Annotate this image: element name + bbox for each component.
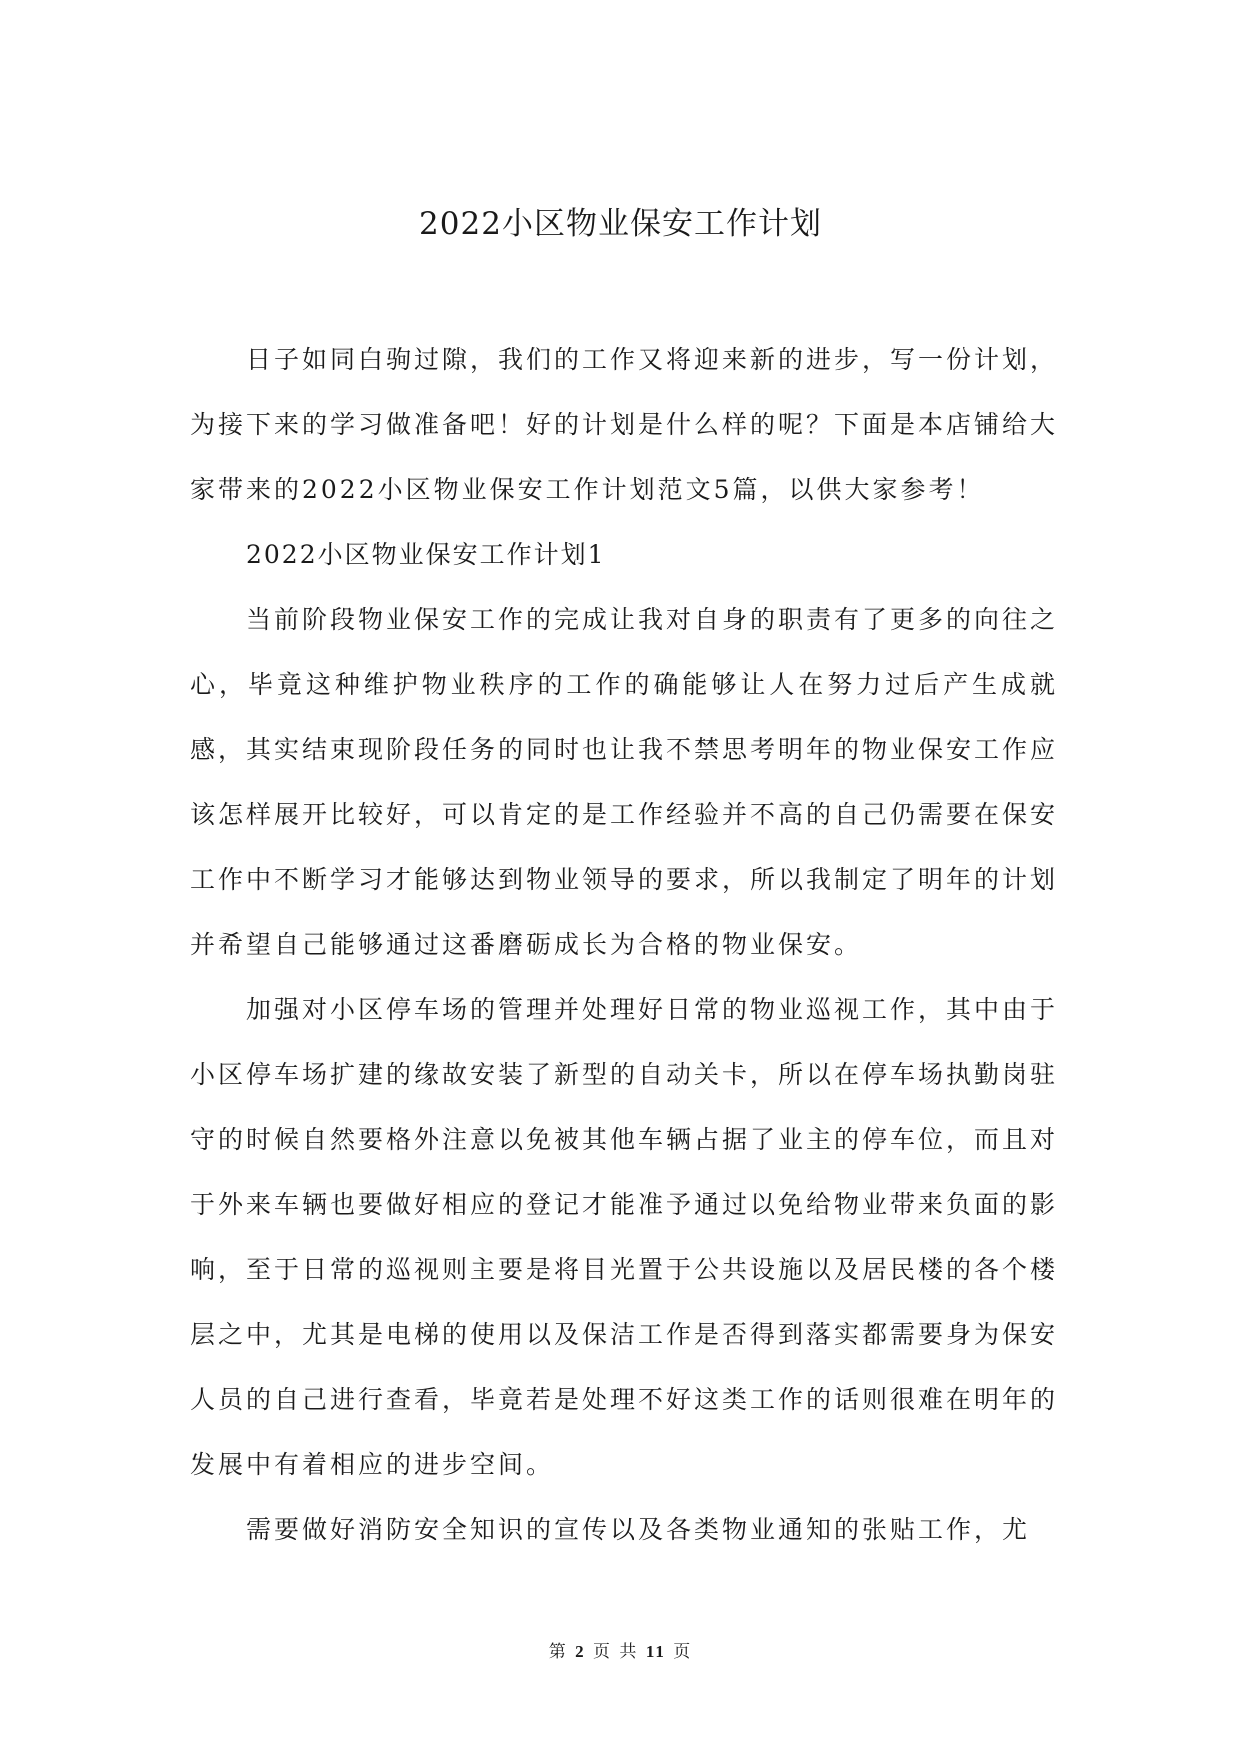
footer-prefix: 第 (548, 1642, 568, 1662)
footer-suffix: 页 (673, 1642, 693, 1662)
document-title: 2022小区物业保安工作计划 (419, 206, 822, 242)
total-page-count: 11 (645, 1642, 666, 1661)
current-page-number: 2 (575, 1642, 586, 1661)
body-paragraph-1: 当前阶段物业保安工作的完成让我对自身的职责有了更多的向往之心，毕竟这种维护物业秩序的工作的确能够让人在努力过后产生成就感，其实结束现阶段任务的同时也让我不禁思考明年的物业保安工作应该怎样展开比较好，可以肯定的是工作经验并不高的自己仍需要在保安工作中不断学习才能够达到物业领导的要求，所以我制定了明年的计划并希望自己能够通过这番磨砺成长为合格的物业保安。 (190, 605, 1059, 959)
section-heading: 2022小区物业保安工作计划1 (246, 540, 606, 569)
footer-middle: 页 共 (593, 1642, 639, 1662)
intro-paragraph: 日子如同白驹过隙，我们的工作又将迎来新的进步，写一份计划，为接下来的学习做准备吧！好的计划是什么样的呢？下面是本店铺给大家带来的2022小区物业保安工作计划范文5篇，以供大家参考！ (190, 345, 1059, 504)
body-paragraph-3: 需要做好消防安全知识的宣传以及各类物业通知的张贴工作，尤 (246, 1515, 1031, 1544)
page-footer (0, 1640, 1241, 1664)
body-paragraph-2: 加强对小区停车场的管理并处理好日常的物业巡视工作，其中由于小区停车场扩建的缘故安装了新型的自动关卡，所以在停车场执勤岗驻守的时候自然要格外注意以免被其他车辆占据了业主的停车位，而且对于外来车辆也要做好相应的登记才能准予通过以免给物业带来负面的影响，至于日常的巡视则主要是将目光置于公共设施以及居民楼的各个楼层之中，尤其是电梯的使用以及保洁工作是否得到落实都需要身为保安人员的自己进行查看，毕竟若是处理不好这类工作的话则很难在明年的发展中有着相应的进步空间。 (190, 995, 1059, 1479)
document-body (190, 327, 1058, 1562)
